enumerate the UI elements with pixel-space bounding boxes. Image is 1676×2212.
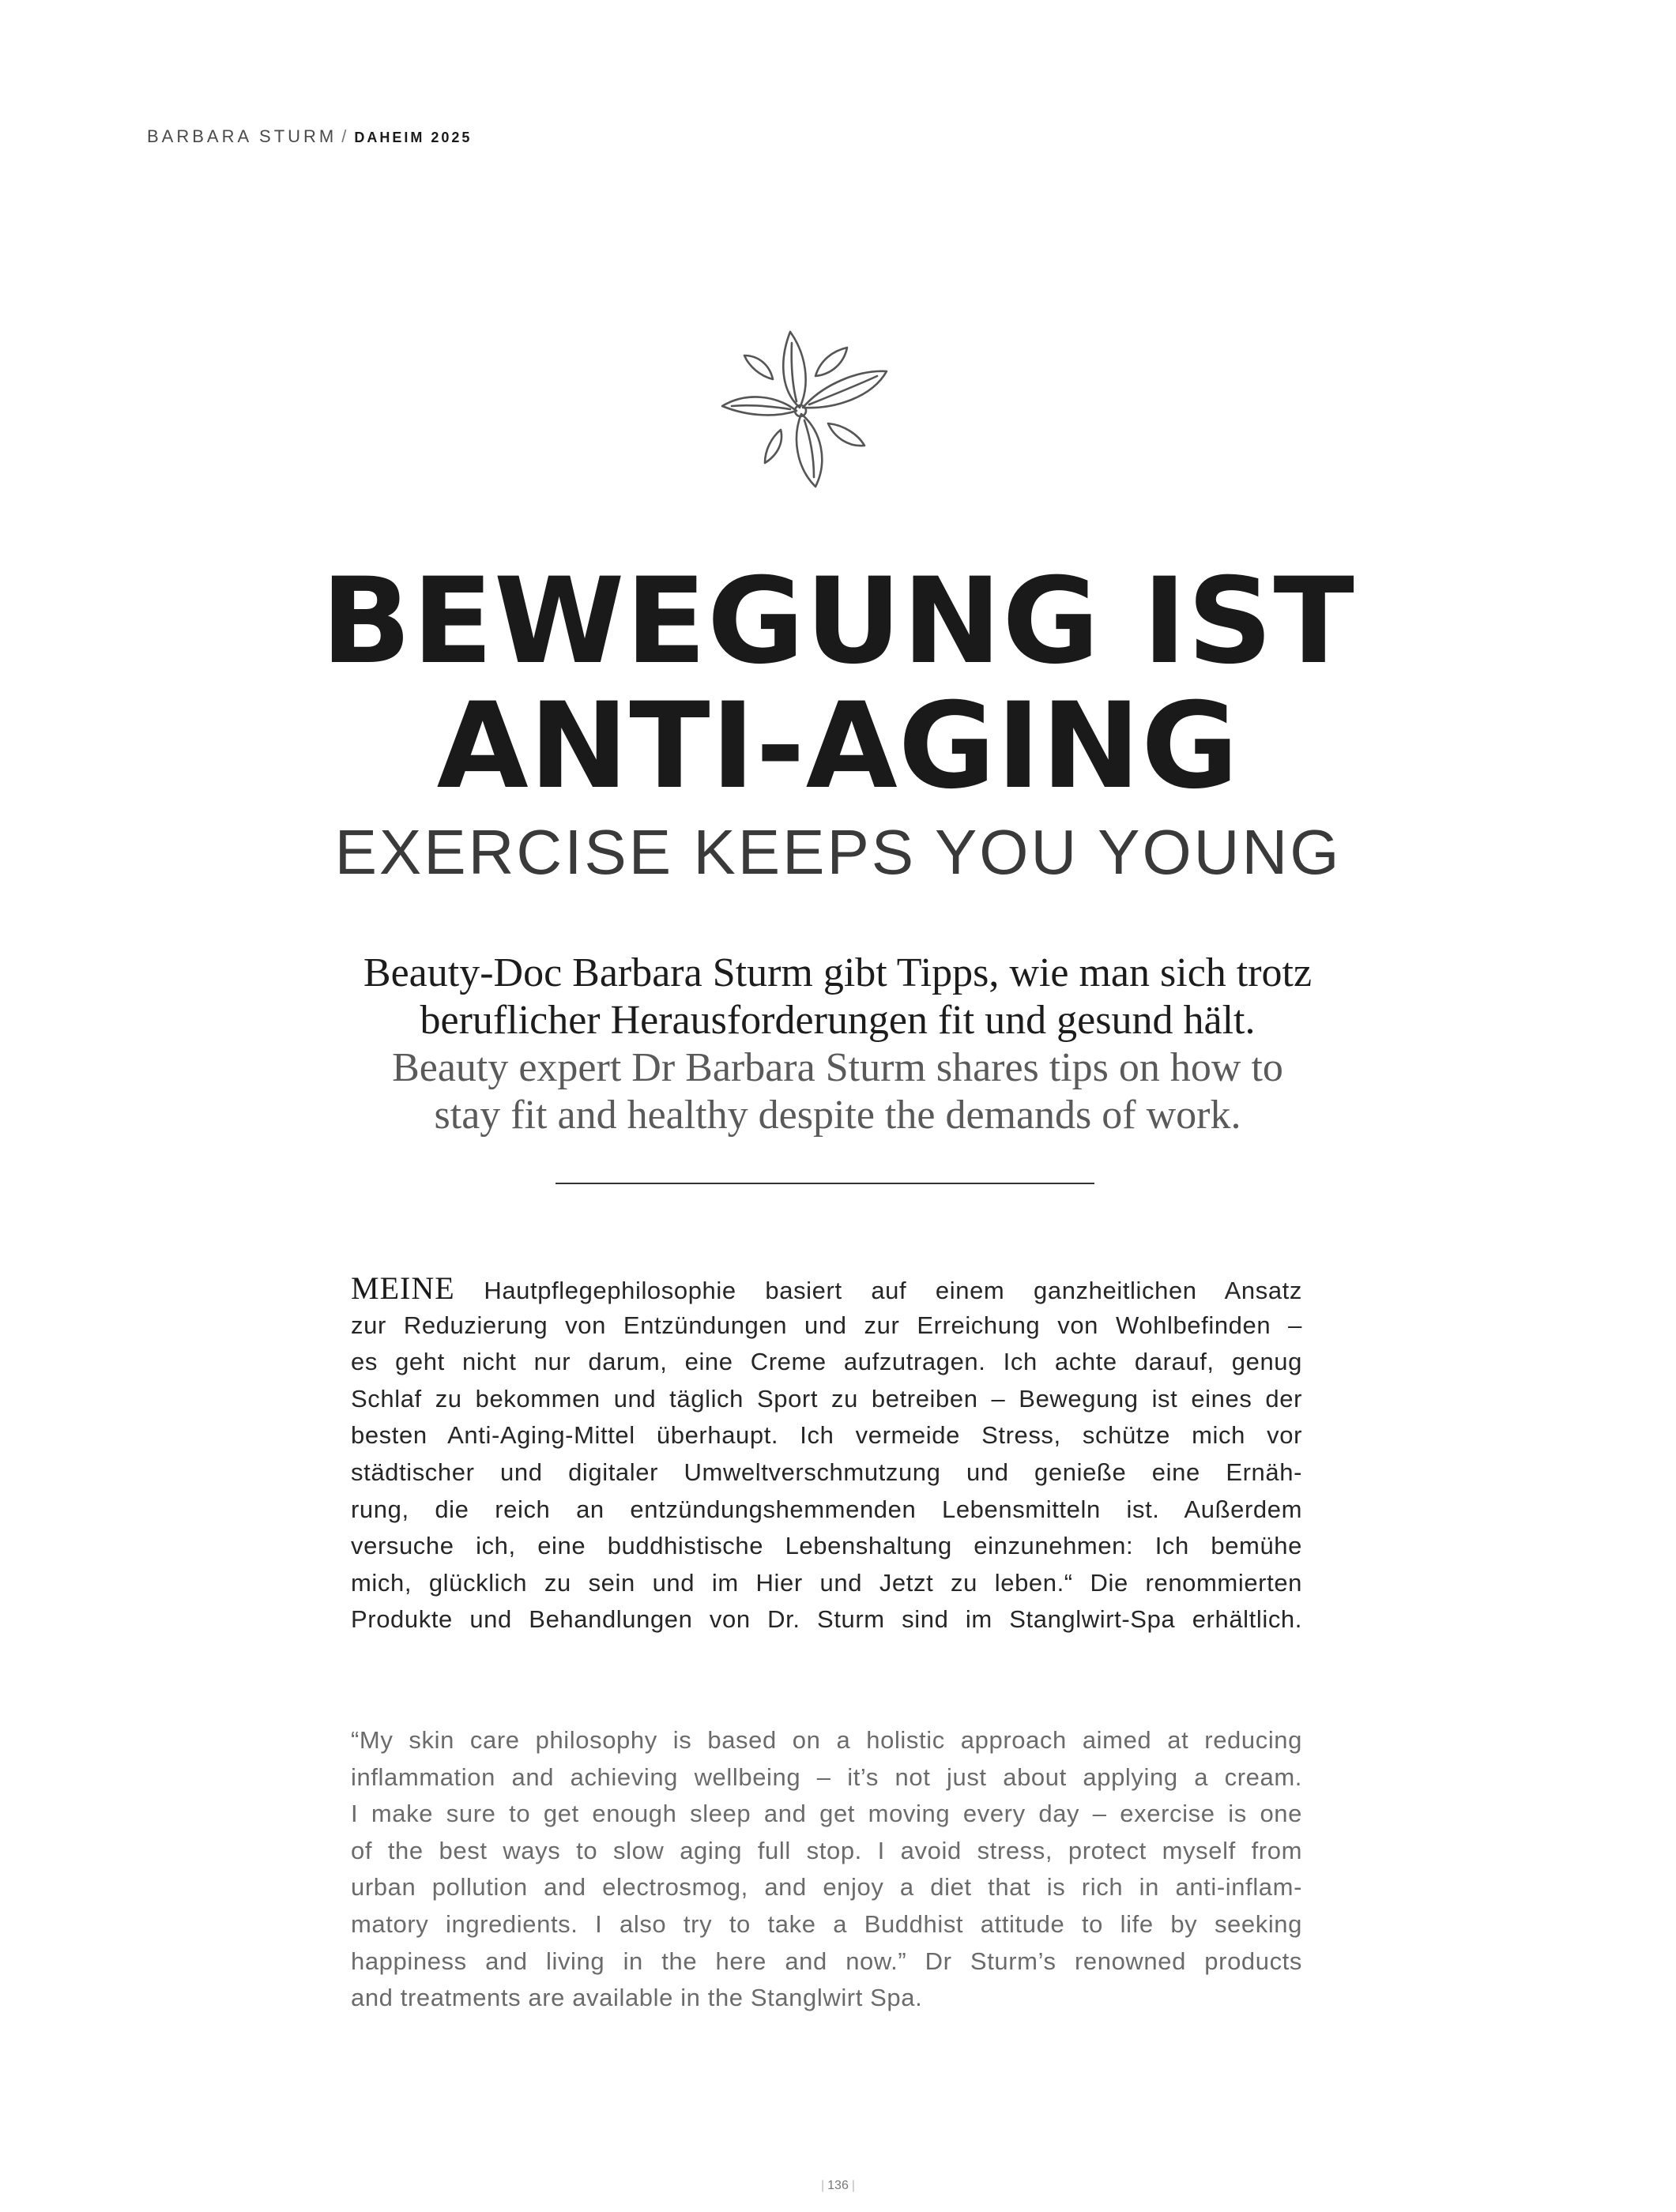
running-head xyxy=(147,126,472,147)
running-head-separator: / xyxy=(341,126,350,146)
body-english-line: I make sure to get enough sleep and get moving every day – exercise is one xyxy=(351,1800,1302,1828)
body-english-line: urban pollution and electrosmog, and enjoy a diet that is rich in anti-inflam- xyxy=(351,1873,1302,1902)
headline xyxy=(0,553,1676,815)
flower-outline-icon xyxy=(717,319,896,498)
body-german-line: besten Anti-Aging-Mittel überhaupt. Ich vermeide Stress, schütze mich vor xyxy=(351,1421,1302,1450)
body-german-line: es geht nicht nur darum, eine Creme aufzutragen. Ich achte darauf, genug xyxy=(351,1348,1302,1376)
body-english-line: matory ingredients. I also try to take a Buddhist attitude to life by seeking xyxy=(351,1909,1302,1938)
body-german-line: Produkte und Behandlungen von Dr. Sturm sind im Stanglwirt-Spa erhältlich. xyxy=(351,1605,1302,1634)
body-german-line: rung, die reich an entzündungshemmenden Lebensmitteln ist. Außerdem xyxy=(351,1495,1302,1523)
body-english xyxy=(351,1722,1302,2017)
body-german-line: städtischer und digitaler Umweltverschmutzung und genieße eine Ernäh- xyxy=(351,1458,1302,1486)
standfirst-german-line: beruflicher Herausforderungen fit und gesund hält. xyxy=(420,998,1256,1043)
page-number: | 136 | xyxy=(820,2179,855,2192)
standfirst-german-line: Beauty-Doc Barbara Sturm gibt Tipps, wie man sich trotz xyxy=(363,950,1313,995)
body-english-line: and treatments are available in the Stanglwirt Spa. xyxy=(351,1984,923,2012)
body-german xyxy=(351,1270,1302,1638)
standfirst-english-line: stay fit and healthy despite the demands of work. xyxy=(434,1093,1241,1138)
body-german-line: mich, glücklich zu sein und im Hier und Jetzt zu leben.“ Die renommierten xyxy=(351,1568,1302,1597)
body-english-line: “My skin care philosophy is based on a holistic approach aimed at reducing xyxy=(351,1726,1302,1754)
divider-rule xyxy=(556,1183,1094,1184)
body-german-line-text: Hautpflegephilosophie basiert auf einem ganzheitlichen Ansatz xyxy=(484,1277,1302,1304)
body-english-line: inflammation and achieving wellbeing – it’s not just about applying a cream. xyxy=(351,1762,1302,1791)
page-number-value: 136 xyxy=(827,2179,849,2192)
dropcap-word: MEINE xyxy=(351,1270,455,1306)
body-german-line: zur Reduzierung von Entzündungen und zur Erreichung von Wohlbefinden – xyxy=(351,1311,1302,1339)
headline-english: EXERCISE KEEPS YOU YOUNG xyxy=(334,817,1342,887)
body-german-line: versuche ich, eine buddhistische Lebenshaltung einzunehmen: Ich bemühe xyxy=(351,1532,1302,1560)
body-german-line: Schlaf zu bekommen und täglich Sport zu betreiben – Bewegung ist eines der xyxy=(351,1384,1302,1413)
headline-line-2: ANTI-AGING xyxy=(436,678,1240,815)
body-english-line: happiness and living in the here and now.” Dr Sturm’s renowned products xyxy=(351,1947,1302,1975)
standfirst-german xyxy=(205,950,1470,1044)
running-head-author: BARBARA STURM xyxy=(147,126,337,146)
body-german-line xyxy=(351,1270,1302,1307)
running-head-issue: DAHEIM 2025 xyxy=(354,130,473,145)
body-english-line: of the best ways to slow aging full stop. I avoid stress, protect myself from xyxy=(351,1836,1302,1864)
standfirst-english-line: Beauty expert Dr Barbara Sturm shares tips on how to xyxy=(392,1045,1283,1090)
standfirst-english xyxy=(205,1044,1470,1139)
headline-line-1: BEWEGUNG IST xyxy=(321,553,1355,690)
